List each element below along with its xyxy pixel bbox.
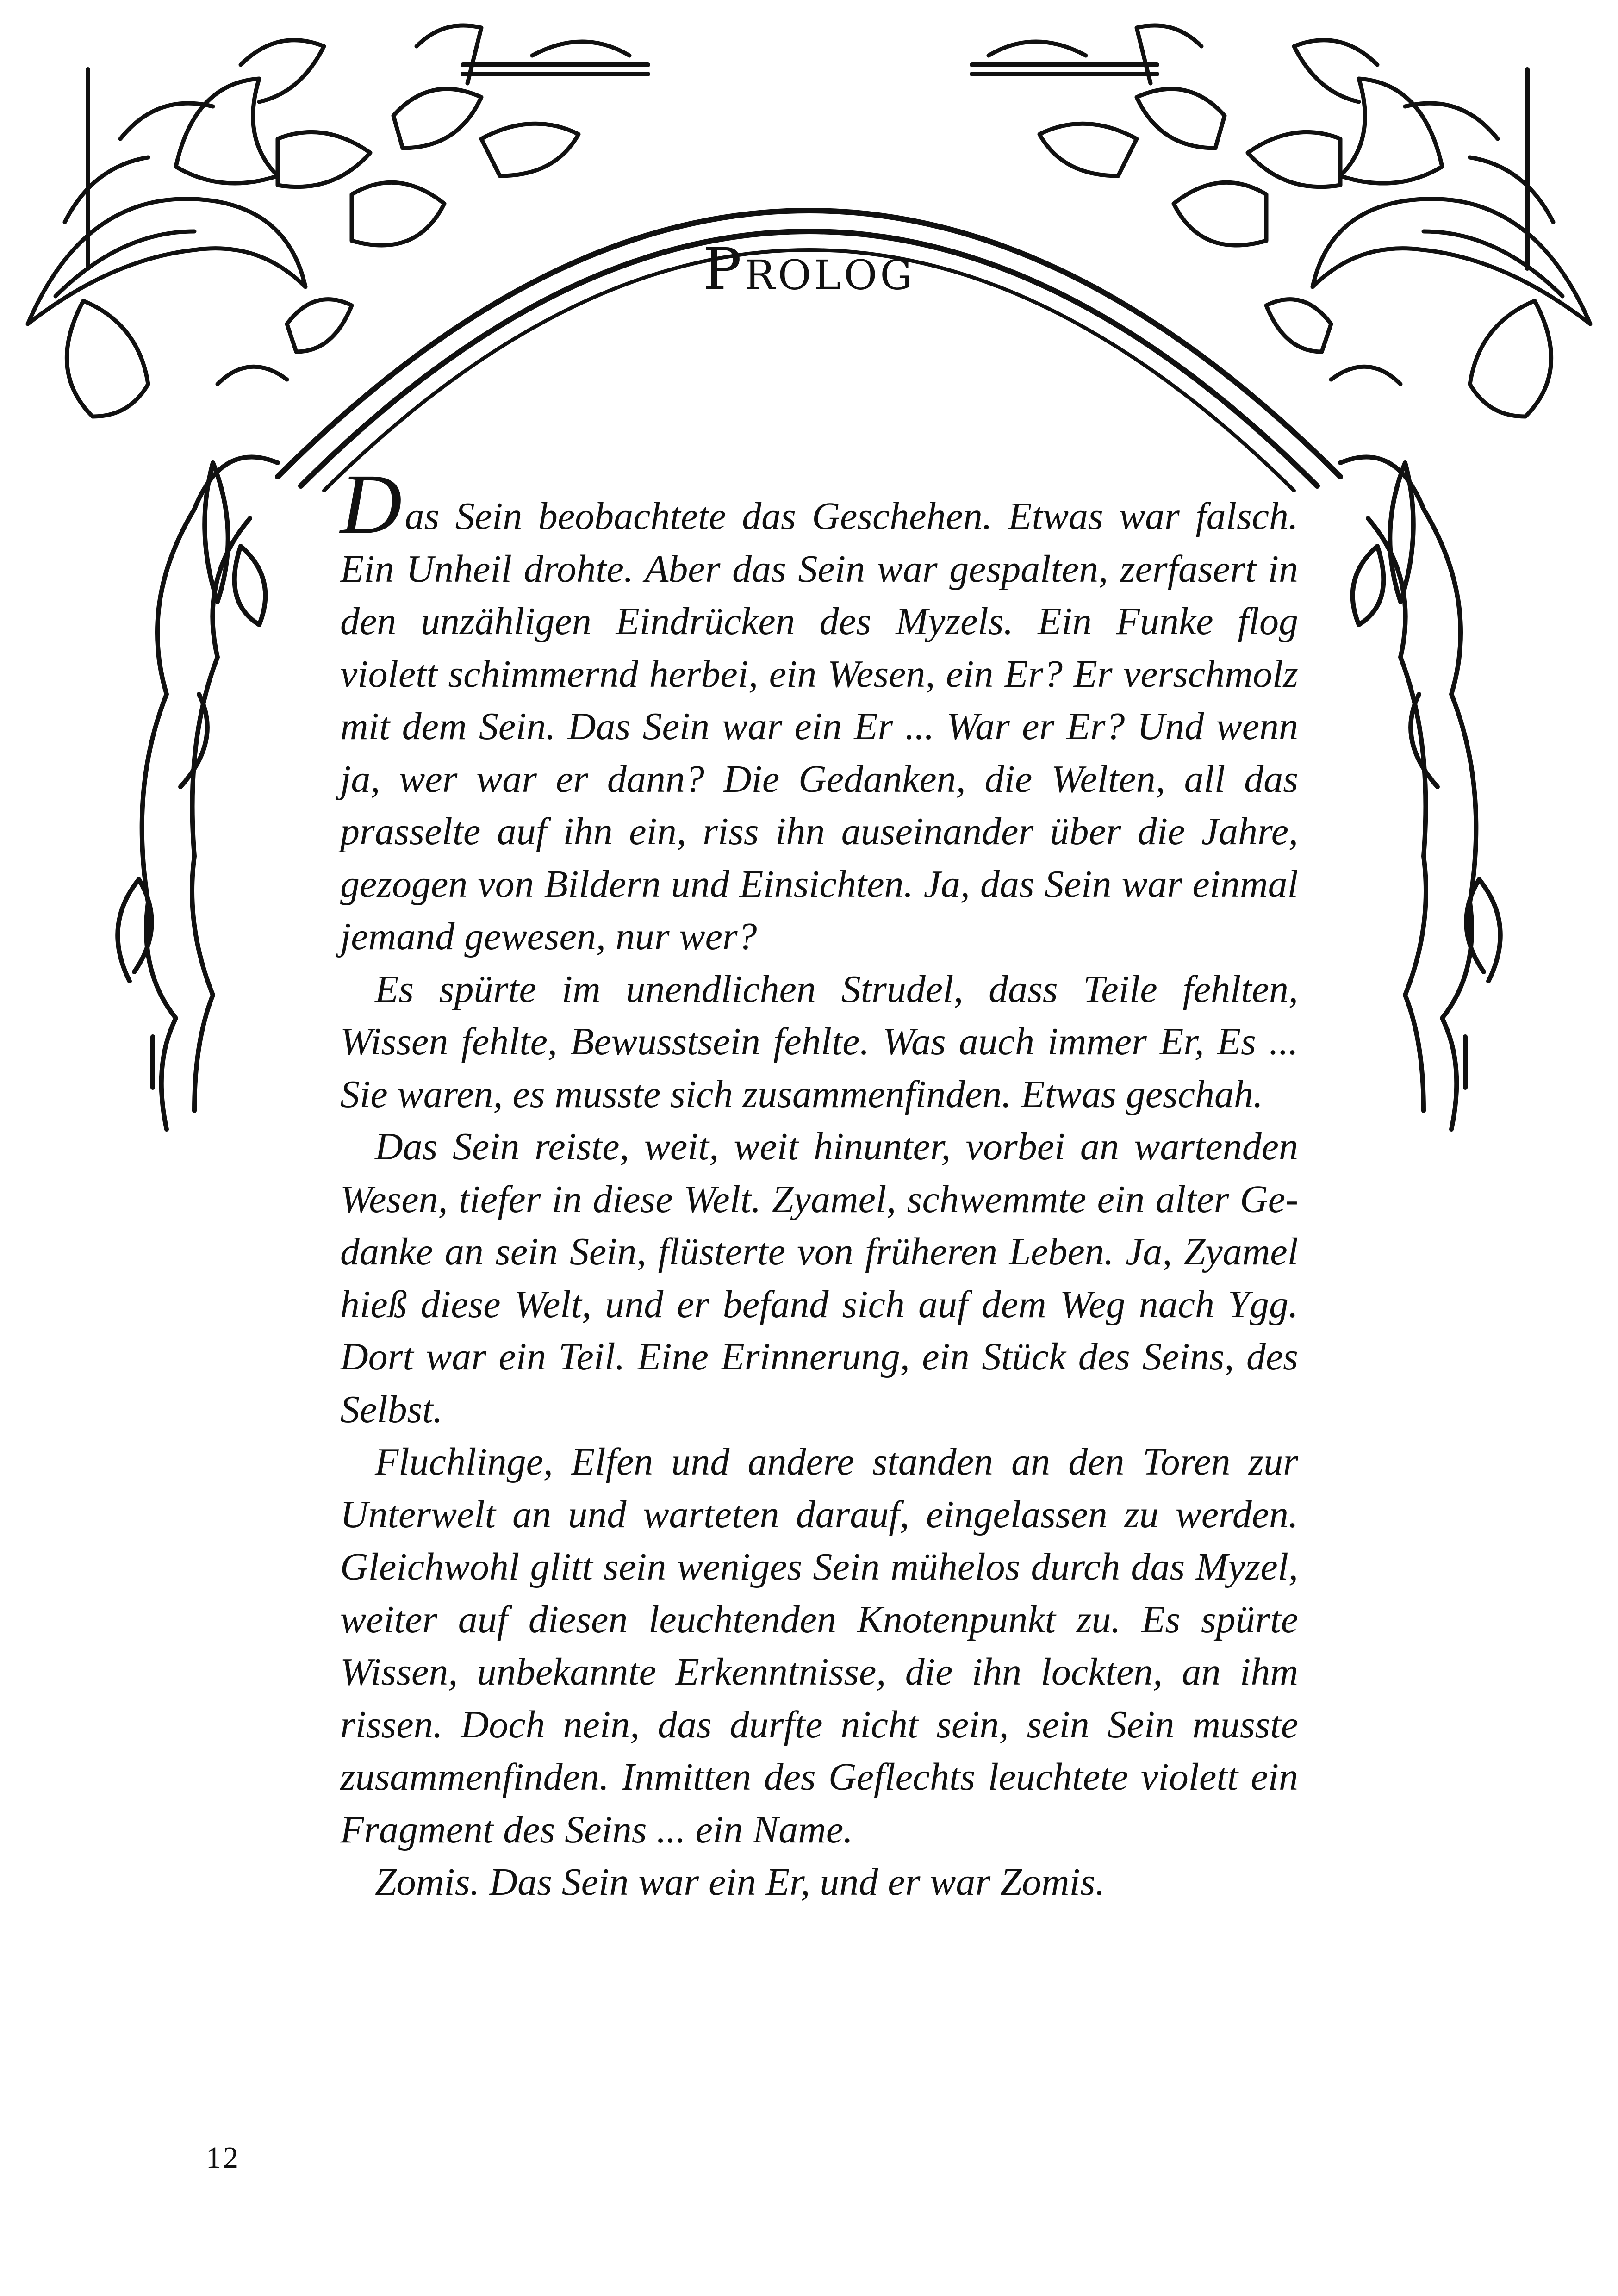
right-column [1340, 457, 1500, 1130]
paragraph-3: Das Sein reiste, weit, weit hinunter, vorbei an wartenden Wesen, tiefer in diese Welt. Zyamel, schwemmte ein alter Gedanke an sein Sein, flüsterte von früheren Leben. Ja, Zyamel hieß diese Welt, und er befand sich auf dem Weg nach Ygg. Dort war ein Teil. Eine Erinnerung, ein Stück des Seins, des Selbst. [340, 1125, 1298, 1431]
paragraph-2: Es spürte im unendlichen Strudel, dass Teile fehlten, Wissen fehlte, Bewusstsein fehlte. Was auch immer Er, Es ... Sie waren, es musste sich zusammenfinden. Etwas geschah. [340, 967, 1298, 1116]
left-column [118, 457, 278, 1130]
paragraph-5: Zomis. Das Sein war ein Er, und er war Zomis. [375, 1860, 1105, 1904]
left-flowers [28, 25, 629, 417]
chapter-title: Prolog [703, 236, 915, 303]
paragraph-1-text: as Sein beobachtete das Geschehen. Etwas war falsch. Ein Unheil drohte. Aber das Sein war gespalten, zerfasert in den unzähligen Eindrücken des Myzels. Ein Funke flog violett schimmernd herbei, ein Wesen, ein Er? Er verschmolz mit dem Sein. Das Sein war ein Er ... War er Er? Und wenn ja, wer war er dann? Die Gedanken, die Welten, all das prasselte auf ihn ein, riss ihn auseinander über die Jahre, gezogen von Bildern und Einsichten. Ja, das Sein war einmal jemand gewesen, nur wer? [340, 495, 1298, 958]
right-flowers [989, 25, 1590, 417]
paragraph-1 [340, 457, 1298, 963]
paragraph-4: Fluchlinge, Elfen und andere standen an den Toren zur Unterwelt an und warteten darauf, eingelassen zu werden. Gleichwohl glitt sein weniges Sein mühelos durch das Myzel, weiter auf diesen leuchtenden Knotenpunkt zu. Es spürte Wissen, unbekannte Erkenntnisse, die ihn lockten, an ihm rissen. Doch nein, das durfte nicht sein, sein Sein musste zusammenfinden. Inmitten des Geflechts leuchtete violett ein Fragment des Seins ... ein Name. [340, 1440, 1298, 1851]
drop-cap: D [340, 457, 402, 552]
page-number: 12 [206, 2141, 240, 2175]
prologue-text [340, 457, 1298, 1909]
